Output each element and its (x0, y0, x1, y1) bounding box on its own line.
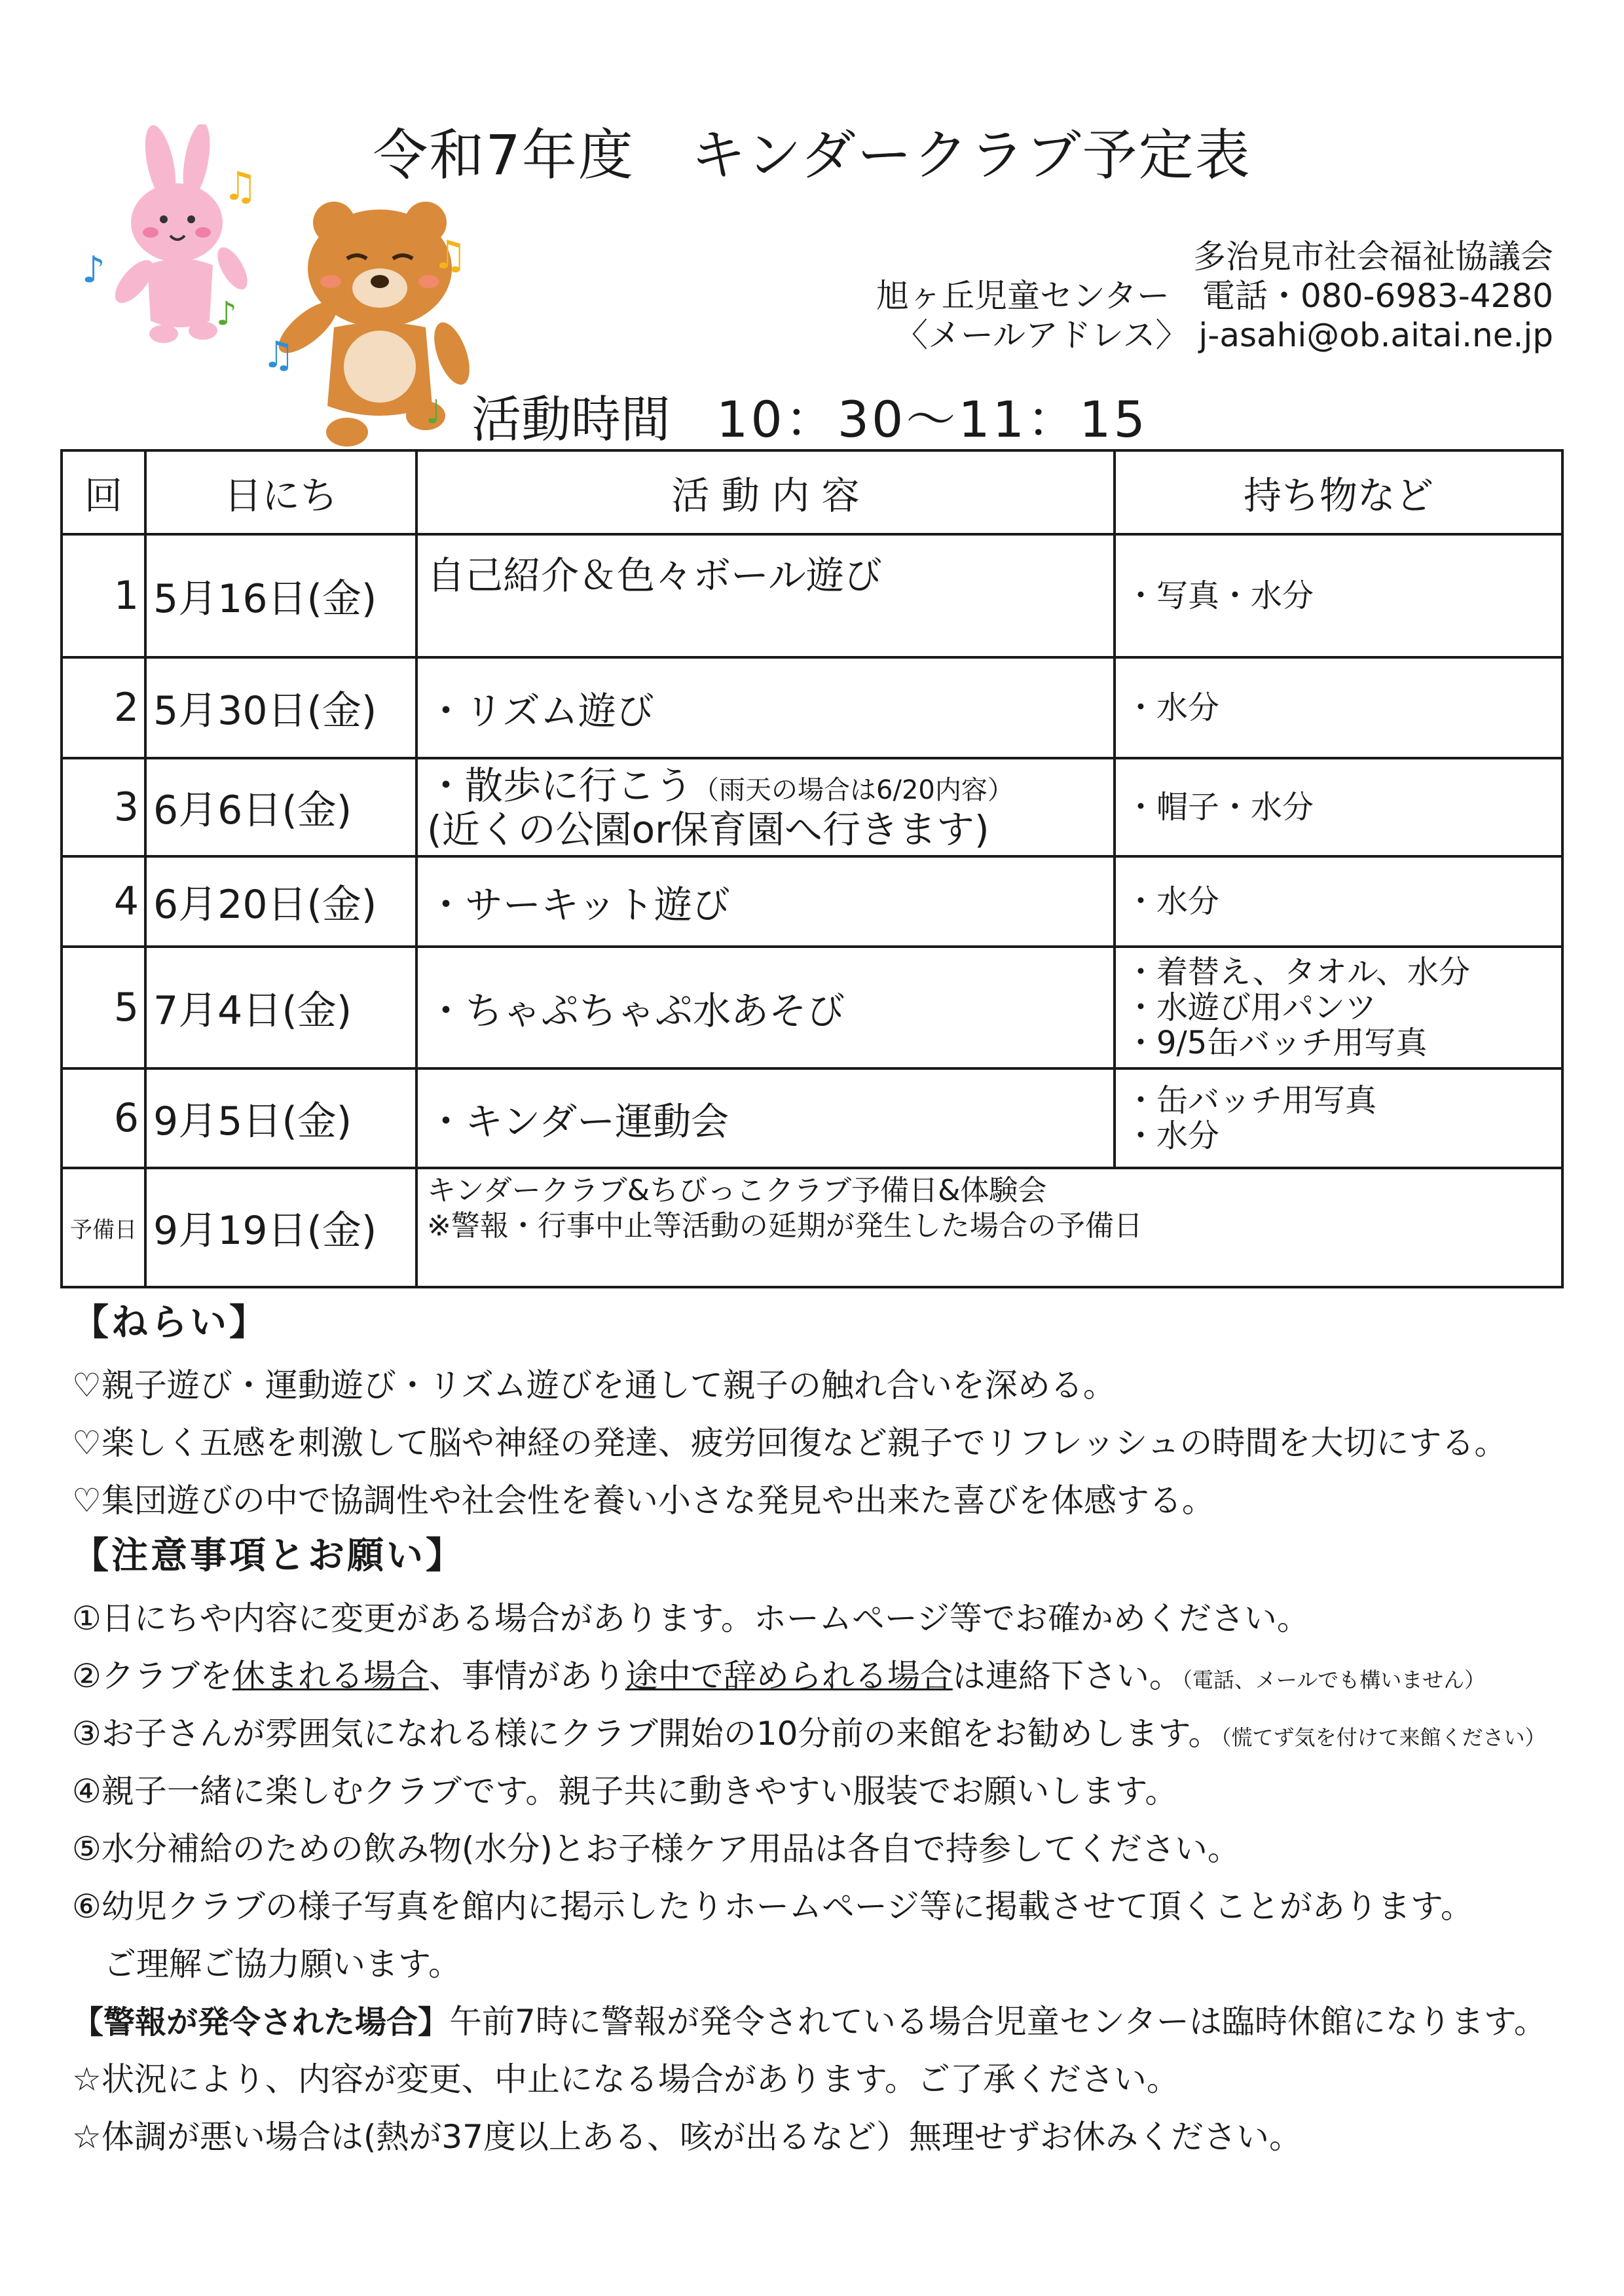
session-activity: ・サーキット遊び (416, 856, 1115, 947)
note-item (72, 1650, 1485, 1697)
session-date: 9月5日(金) (145, 1068, 416, 1168)
item-line: ・帽子・水分 (1125, 789, 1314, 826)
note-item: ⑤水分補給のための飲み物(水分)とお子様ケア用品は各自で持参してください。 (72, 1830, 1240, 1868)
page-title: 令和7年度 キンダークラブ予定表 (373, 123, 1251, 187)
session-number: 6 (62, 1068, 145, 1168)
reserve-line2: ※警報・行事中止等活動の延期が発生した場合の予備日 (427, 1209, 1143, 1243)
item-line: ・水分 (1125, 883, 1220, 920)
note-text: は連絡下さい。 (952, 1657, 1182, 1695)
table-row (62, 1068, 1562, 1168)
note-item (72, 1707, 1545, 1755)
session-number: 5 (62, 947, 145, 1068)
col-header-items: 持ち物など (1115, 450, 1562, 534)
schedule-table (60, 449, 1564, 1288)
session-activity (416, 1168, 1562, 1287)
note-small: （電話、メールでも構いません） (1181, 1667, 1486, 1692)
session-activity: 自己紹介＆色々ボール遊び (416, 534, 1115, 657)
note-item: ④親子一緒に楽しむクラブです。親子共に動きやすい服装でお願いします。 (72, 1772, 1178, 1810)
aim-item: ♡集団遊びの中で協調性や社会性を養い小さな発見や出来た喜びを体感する。 (72, 1482, 1215, 1520)
music-note-icon: ♪ (82, 249, 105, 291)
warning-heading: 【警報が発令された場合】 (72, 2004, 450, 2041)
table-row (62, 856, 1562, 947)
item-line: ・水分 (1125, 1118, 1220, 1154)
session-date: 5月16日(金) (145, 534, 416, 657)
session-number: 1 (62, 534, 145, 657)
session-activity: ・キンダー運動会 (416, 1068, 1115, 1168)
note-item: ①日にちや内容に変更がある場合があります。ホームページ等でお確かめください。 (72, 1599, 1310, 1637)
col-header-date: 日にち (145, 450, 416, 534)
item-line: ・写真・水分 (1125, 577, 1314, 614)
bear-illustration (275, 190, 485, 452)
session-activity (416, 758, 1115, 856)
session-items (1115, 657, 1562, 758)
note-text: ③お子さんが雰囲気になれる様にクラブ開始の10分前の来館をお勧めします。 (72, 1715, 1221, 1753)
table-header-row (62, 450, 1562, 534)
activity-time-label: 活動時間 (471, 390, 671, 448)
session-date: 6月6日(金) (145, 758, 416, 856)
note-item: ⑥幼児クラブの様子写真を館内に掲示したりホームページ等に掲載させて頂くことがあります。 (72, 1887, 1473, 1925)
activity-line2: (近くの公園or保育園へ行きます) (427, 807, 989, 852)
music-note-icon: ♫ (432, 232, 468, 278)
activity-time (471, 380, 1148, 451)
table-row (62, 1168, 1562, 1287)
session-date: 6月20日(金) (145, 856, 416, 947)
item-line: ・缶バッチ用写真 (1125, 1082, 1377, 1119)
session-activity: ・ちゃぷちゃぷ水あそび (416, 947, 1115, 1068)
session-date: 7月4日(金) (145, 947, 416, 1068)
session-date: 5月30日(金) (145, 657, 416, 758)
music-note-icon: ♪ (216, 295, 237, 333)
table-row (62, 947, 1562, 1068)
session-number: 4 (62, 856, 145, 947)
activity-text: ・散歩に行こう (427, 763, 693, 808)
col-header-activity: 活 動 内 容 (416, 450, 1115, 534)
warning-text: 午前7時に警報が発令されている場合児童センターは臨時休館になります。 (449, 2003, 1547, 2041)
session-items (1115, 1068, 1562, 1168)
item-line: ・9/5缶バッチ用写真 (1125, 1025, 1428, 1061)
aim-item: ♡楽しく五感を刺激して脳や神経の発達、疲労回復など親子でリフレッシュの時間を大切にする。 (72, 1424, 1507, 1462)
aim-item: ♡親子遊び・運動遊び・リズム遊びを通して親子の触れ合いを深める。 (72, 1366, 1116, 1404)
music-note-icon: ♫ (262, 334, 295, 376)
session-items (1115, 758, 1562, 856)
session-items (1115, 947, 1562, 1068)
session-number: 2 (62, 657, 145, 758)
notes-heading: 【注意事項とお願い】 (72, 1535, 465, 1577)
session-items (1115, 856, 1562, 947)
music-note-icon: ♩ (426, 393, 441, 431)
reserve-line1: キンダークラブ&ちびっこクラブ予備日&体験会 (427, 1174, 1047, 1207)
note-text: ②クラブを (72, 1657, 232, 1695)
session-number: 3 (62, 758, 145, 856)
item-line: ・水分 (1125, 689, 1220, 726)
warning-star: ☆体調が悪い場合は(熱が37度以上ある、咳が出るなど）無理せずお休みください。 (72, 2118, 1302, 2156)
table-row (62, 657, 1562, 758)
warning-line (72, 1995, 1547, 2043)
item-line: ・水遊び用パンツ (1125, 989, 1377, 1026)
session-items (1115, 534, 1562, 657)
note-item: ご理解ご協力願います。 (103, 1945, 461, 1983)
activity-note: （雨天の場合は6/20内容） (693, 774, 1014, 805)
activity-time-value: 10：30〜11：15 (716, 390, 1148, 448)
note-underlined: 途中で辞められる場合 (625, 1657, 953, 1695)
note-text: 、事情があり (428, 1657, 625, 1695)
item-line: ・着替え、タオル、水分 (1125, 954, 1471, 991)
session-number: 予備日 (62, 1168, 145, 1287)
org-email: 〈メールアドレス〉 j-asahi@ob.aitai.ne.jp (895, 316, 1553, 354)
session-activity: ・リズム遊び (416, 657, 1115, 758)
warning-star: ☆状況により、内容が変更、中止になる場合があります。ご了承ください。 (72, 2060, 1179, 2098)
note-underlined: 休まれる場合 (232, 1657, 429, 1695)
note-small: （慌てず気を付けて来館ください） (1221, 1725, 1546, 1750)
table-row (62, 758, 1562, 856)
table-row (62, 534, 1562, 657)
org-name: 多治見市社会福祉協議会 (1193, 238, 1553, 276)
session-date: 9月19日(金) (145, 1168, 416, 1287)
org-contact: 旭ヶ丘児童センター 電話・080-6983-4280 (876, 277, 1553, 315)
music-note-icon: ♫ (223, 164, 258, 210)
col-header-number: 回 (62, 450, 145, 534)
aims-heading: 【ねらい】 (72, 1302, 268, 1344)
